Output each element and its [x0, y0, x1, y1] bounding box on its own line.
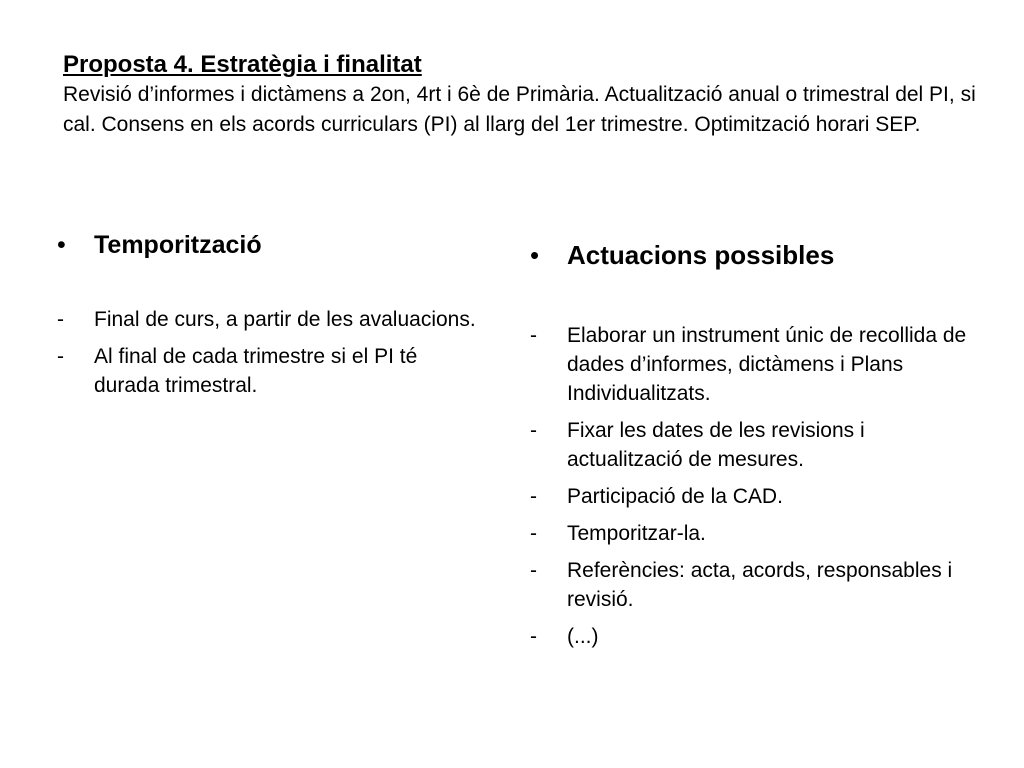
dash-marker: - [530, 419, 537, 442]
bullet-icon: • [57, 231, 66, 259]
dash-marker: - [57, 308, 64, 331]
list-item-text: (...) [567, 625, 599, 648]
list-item [530, 416, 970, 474]
right-column [530, 238, 970, 659]
dash-marker: - [530, 485, 537, 508]
dash-marker: - [57, 345, 64, 368]
list-item [530, 482, 970, 511]
dash-marker: - [530, 522, 537, 545]
left-column [57, 228, 477, 408]
dash-marker: - [530, 559, 537, 582]
bullet-icon: • [530, 240, 540, 270]
list-item [530, 622, 970, 651]
list-item [530, 321, 970, 408]
list-item-text: Fixar les dates de les revisions i actualització de mesures. [567, 419, 865, 471]
temporitzacio-heading [57, 228, 477, 262]
dash-marker: - [530, 625, 537, 648]
heading-label: Actuacions possibles [567, 240, 835, 270]
list-item [530, 556, 970, 614]
list-item-text: Elaborar un instrument únic de recollida de dades d’informes, dictàmens i Plans Individualitzats. [567, 324, 967, 405]
list-item-text: Referències: acta, acords, responsables i revisió. [567, 559, 953, 611]
slide-subtitle: Revisió d’informes i dictàmens a 2on, 4rt i 6è de Primària. Actualització anual o trimestral del PI, si cal. Consens en els acords curriculars (PI) al llarg del 1er trimestre. Optimització horari SEP. [63, 83, 976, 136]
heading-label: Temporització [94, 231, 262, 259]
list-item-text: Al final de cada trimestre si el PI té durada trimestral. [94, 345, 418, 397]
temporitzacio-list [57, 305, 477, 400]
list-item [57, 305, 477, 334]
list-item-text: Participació de la CAD. [567, 485, 783, 508]
list-item-text: Final de curs, a partir de les avaluacions. [94, 308, 476, 331]
slide-title: Proposta 4. Estratègia i finalitat [63, 51, 422, 78]
slide-header [63, 50, 983, 140]
actuacions-list [530, 321, 970, 651]
list-item-text: Temporitzar-la. [567, 522, 706, 545]
list-item [57, 342, 477, 400]
dash-marker: - [530, 324, 537, 347]
actuacions-heading [530, 238, 970, 272]
list-item [530, 519, 970, 548]
